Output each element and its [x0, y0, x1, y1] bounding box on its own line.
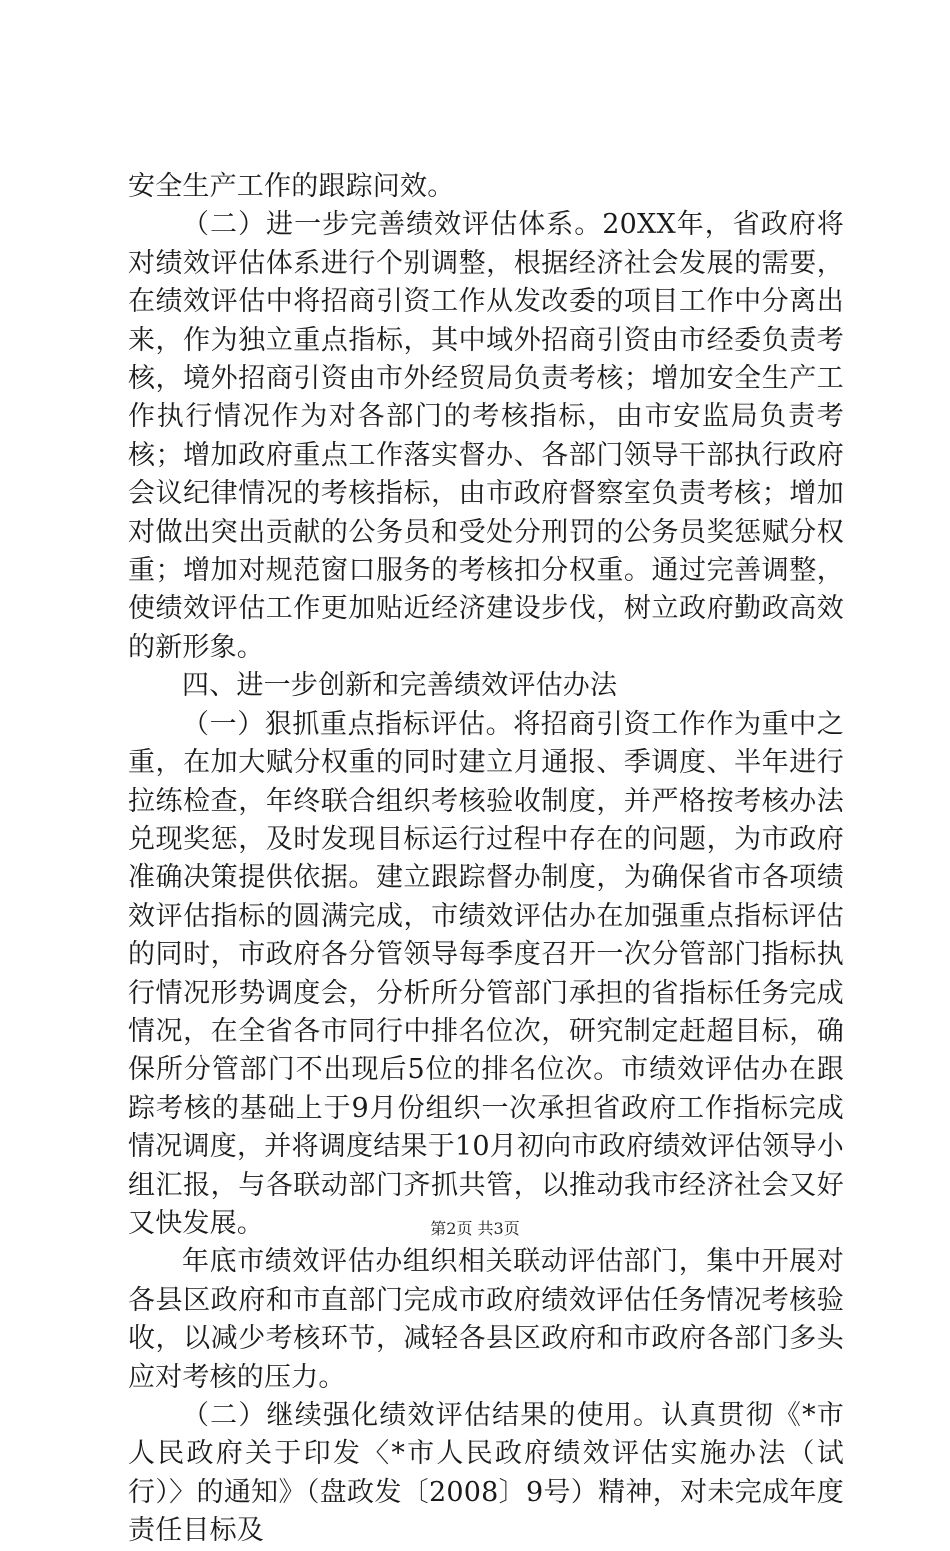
page-number-label: 第2页 共3页	[430, 1219, 520, 1238]
paragraph-4: 年底市绩效评估办组织相关联动评估部门，集中开展对各县区政府和市直部门完成市政府绩效评估任务情况考核验收，以减少考核环节，减轻各县区政府和市政府各部门多头应对考核的压力。	[128, 1246, 844, 1393]
page-footer	[0, 1216, 950, 1239]
paragraph-1: 安全生产工作的跟踪问效。	[128, 171, 455, 202]
paragraph-2: （二）进一步完善绩效评估体系。20XX年，省政府将对绩效评估体系进行个别调整，根据经济社会发展的需要，在绩效评估中将招商引资工作从发改委的项目工作中分离出来，作为独立重点指标，其中域外招商引资由市经委负责考核，境外招商引资由市外经贸局负责考核；增加安全生产工作执行情况作为对各部门的考核指标，由市安监局负责考核；增加政府重点工作落实督办、各部门领导干部执行政府会议纪律情况的考核指标，由市政府督察室负责考核；增加对做出突出贡献的公务员和受处分刑罚的公务员奖惩赋分权重；增加对规范窗口服务的考核扣分权重。通过完善调整，使绩效评估工作更加贴近经济建设步伐，树立政府勤政高效的新形象。	[128, 209, 844, 663]
paragraph-5: （二）继续强化绩效评估结果的使用。认真贯彻《*市人民政府关于印发〈*市人民政府绩效评估实施办法（试行）〉的通知》（盘政发〔2008〕9号）精神，对未完成年度责任目标及	[128, 1400, 844, 1547]
paragraph-3: （一）狠抓重点指标评估。将招商引资工作作为重中之重，在加大赋分权重的同时建立月通报、季调度、半年进行拉练检查，年终联合组织考核验收制度，并严格按考核办法兑现奖惩，及时发现目标运行过程中存在的问题，为市政府准确决策提供依据。建立跟踪督办制度，为确保省市各项绩效评估指标的圆满完成，市绩效评估办在加强重点指标评估的同时，市政府各分管领导每季度召开一次分管部门指标执行情况形势调度会，分析所分管部门承担的省指标任务完成情况，在全省各市同行中排名位次，研究制定赶超目标，确保所分管部门不出现后5位的排名位次。市绩效评估办在跟踪考核的基础上于9月份组织一次承担省政府工作指标完成情况调度，并将调度结果于10月初向市政府绩效评估领导小组汇报，与各联动部门齐抓共管，以推动我市经济社会又好又快发展。	[128, 708, 844, 1239]
section-heading-4: 四、进一步创新和完善绩效评估办法	[182, 670, 618, 702]
document-body	[128, 168, 844, 1551]
